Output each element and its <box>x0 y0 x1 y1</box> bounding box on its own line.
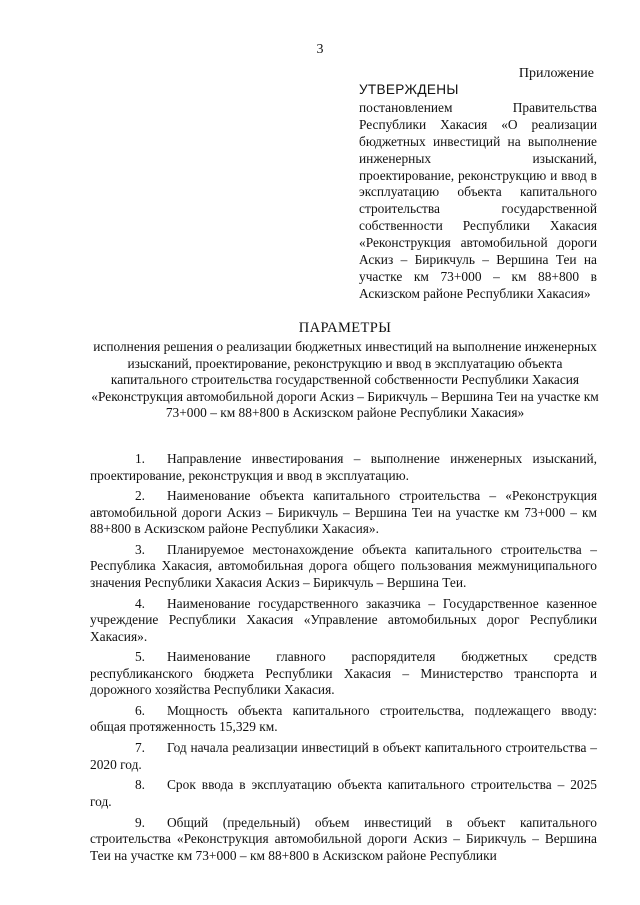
parameters-list <box>90 451 597 868</box>
list-item <box>90 451 597 484</box>
item-text: Мощность объекта капитального строительства, подлежащего вводу: общая протяженность 15,329 км. <box>90 702 597 735</box>
list-item <box>90 703 597 736</box>
item-text: Общий (предельный) объем инвестиций в объект капитального строительства «Реконструкция автомобильной дороги Аскиз – Бирикчуль – Вершина Теи на участке км 73+000 – км 88+800 в Аскизском районе Республики <box>90 814 597 863</box>
approval-heading: УТВЕРЖДЕНЫ <box>359 82 459 97</box>
document-subtitle: исполнения решения о реализации бюджетных инвестиций на выполнение инженерных изысканий, проектирование, реконструкцию и ввод в эксплуатацию объекта капитального строительства государственной собственности Республики Хакасия «Реконструкция автомобильной дороги Аскиз – Бирикчуль – Вершина Теи на участке км 73+000 – км 88+800 в Аскизском районе Республики Хакасия» <box>91 339 599 421</box>
item-text: Наименование главного распорядителя бюджетных средств республиканского бюджета Республики Хакасия – Министерство транспорта и дорожного хозяйства Республики Хакасия. <box>90 649 597 698</box>
item-text: Наименование объекта капитального строительства – «Реконструкция автомобильной дороги Аскиз – Бирикчуль – Вершина Теи на участке км 73+000 – км 88+800 в Аскизском районе Республики Хакасия». <box>90 488 597 537</box>
item-number: 3. <box>134 541 145 557</box>
list-item <box>90 649 597 699</box>
list-item <box>90 542 597 592</box>
list-item <box>90 815 597 865</box>
item-text: Срок ввода в эксплуатацию объекта капитального строительства – 2025 год. <box>90 777 597 809</box>
item-number: 5. <box>134 649 145 665</box>
page-number: 3 <box>316 42 324 57</box>
list-item <box>90 488 597 538</box>
item-number: 1. <box>134 451 145 466</box>
item-number: 7. <box>134 740 145 756</box>
list-item <box>90 777 597 810</box>
item-text: Год начала реализации инвестиций в объект капитального строительства – 2020 год. <box>90 740 597 772</box>
item-text: Наименование государственного заказчика – Государственное казенное учреждение Республики Хакасия «Управление автомобильных дорог Республики Хакасия». <box>90 595 597 644</box>
item-number: 6. <box>134 702 145 718</box>
approval-block <box>359 82 597 303</box>
list-item <box>90 596 597 646</box>
approval-text: постановлением Правительства Республики Хакасия «О реализации бюджетных инвестиций на выполнение инженерных изысканий, проектирование, реконструкцию и ввод в эксплуатацию объекта капитального строительства государственной собственности Республики Хакасия «Реконструкция автомобильной дороги Аскиз – Бирикчуль – Вершина Теи на участке км 73+000 – км 88+800 в Аскизском районе Республики Хакасия» <box>359 99 597 301</box>
list-item <box>90 740 597 773</box>
item-number: 8. <box>134 777 145 793</box>
document-heading <box>90 320 600 422</box>
appendix-label: Приложение <box>518 66 594 81</box>
document-title: ПАРАМЕТРЫ <box>298 320 392 336</box>
item-text: Направление инвестирования – выполнение инженерных изысканий, проектирование, реконструкция и ввод в эксплуатацию. <box>90 451 597 483</box>
item-number: 4. <box>134 595 145 611</box>
item-number: 2. <box>134 488 145 504</box>
item-number: 9. <box>134 814 145 830</box>
item-text: Планируемое местонахождение объекта капитального строительства – Республика Хакасия, автомобильная дорога общего пользования межмуниципального значения Республики Хакасия Аскиз – Бирикчуль – Вершина Теи. <box>90 541 597 590</box>
